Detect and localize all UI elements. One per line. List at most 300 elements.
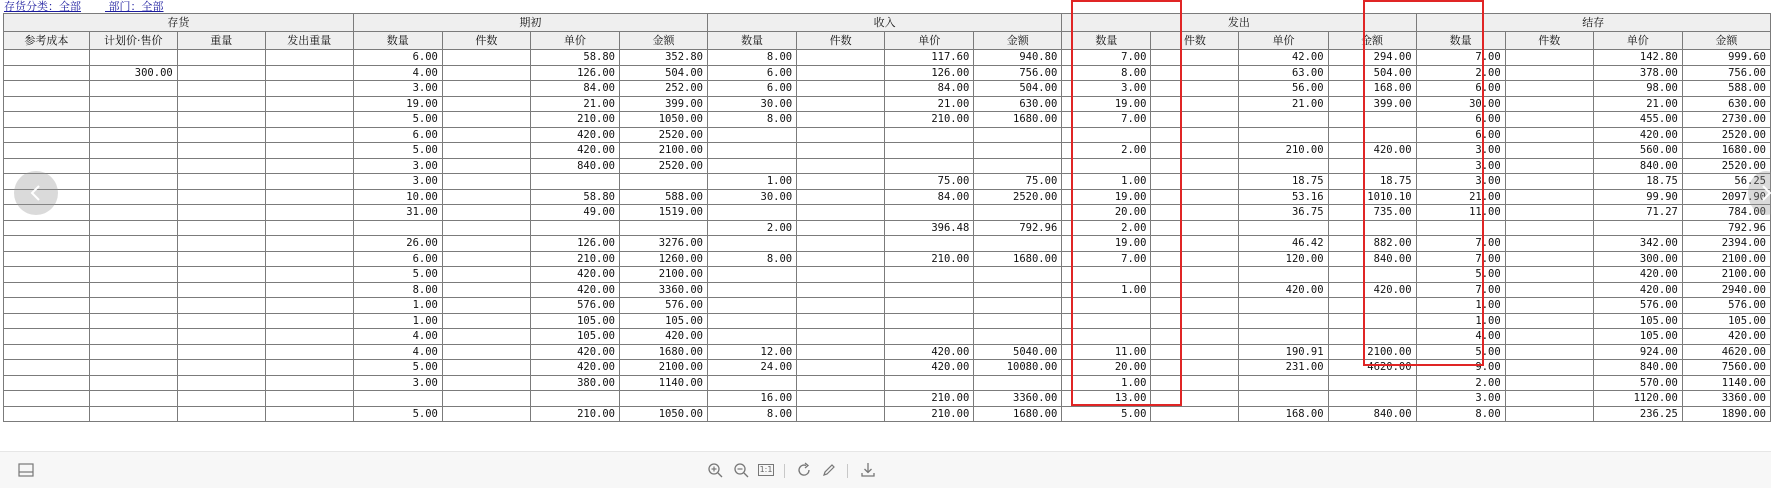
table-cell: 504.00 — [620, 65, 708, 81]
table-row[interactable] — [4, 329, 1771, 345]
table-cell: 2520.00 — [974, 189, 1062, 205]
table-cell — [442, 81, 530, 97]
table-cell — [1505, 220, 1593, 236]
table-cell: 576.00 — [1682, 298, 1770, 314]
table-cell: 8.00 — [1062, 65, 1151, 81]
table-cell: 12.00 — [708, 344, 797, 360]
table-cell — [708, 267, 797, 283]
table-cell: 105.00 — [1682, 313, 1770, 329]
table-cell — [177, 236, 265, 252]
column-header[interactable]: 件数 — [1505, 32, 1593, 50]
table-cell: 11.00 — [1062, 344, 1151, 360]
table-cell: 6.00 — [708, 65, 797, 81]
table-cell — [1505, 81, 1593, 97]
column-header[interactable]: 金额 — [974, 32, 1062, 50]
table-cell — [797, 360, 885, 376]
table-row[interactable] — [4, 313, 1771, 329]
table-cell: 24.00 — [708, 360, 797, 376]
table-cell — [1151, 298, 1239, 314]
table-cell — [1328, 267, 1416, 283]
table-cell — [4, 391, 90, 407]
table-cell — [1239, 112, 1328, 128]
table-cell: 6.00 — [1416, 112, 1505, 128]
table-cell — [177, 50, 265, 66]
table-cell: 3360.00 — [1682, 391, 1770, 407]
table-cell — [530, 391, 619, 407]
table-cell — [442, 313, 530, 329]
column-header[interactable]: 计划价·售价 — [89, 32, 177, 50]
table-row[interactable] — [4, 375, 1771, 391]
table-row[interactable] — [4, 298, 1771, 314]
table-cell — [89, 313, 177, 329]
table-cell: 420.00 — [1682, 329, 1770, 345]
table-cell — [1151, 360, 1239, 376]
column-header[interactable]: 重量 — [177, 32, 265, 50]
table-cell — [885, 158, 974, 174]
table-cell — [1505, 96, 1593, 112]
column-header[interactable]: 件数 — [1151, 32, 1239, 50]
table-cell — [708, 236, 797, 252]
table-cell: 840.00 — [1593, 360, 1682, 376]
table-cell: 300.00 — [89, 65, 177, 81]
table-row[interactable] — [4, 65, 1771, 81]
table-cell: 30.00 — [708, 189, 797, 205]
table-cell — [177, 375, 265, 391]
column-header[interactable]: 件数 — [442, 32, 530, 50]
table-cell: 420.00 — [1328, 143, 1416, 159]
table-cell: 1010.10 — [1328, 189, 1416, 205]
table-cell — [265, 220, 353, 236]
table-cell — [797, 174, 885, 190]
table-cell: 71.27 — [1593, 205, 1682, 221]
table-row[interactable] — [4, 220, 1771, 236]
table-cell — [1505, 329, 1593, 345]
table-cell — [797, 375, 885, 391]
table-cell: 56.25 — [1682, 174, 1770, 190]
table-cell — [1505, 360, 1593, 376]
table-cell — [265, 189, 353, 205]
table-cell — [1062, 313, 1151, 329]
table-cell — [265, 391, 353, 407]
table-cell — [265, 112, 353, 128]
table-cell — [265, 96, 353, 112]
chevron-left-icon — [27, 184, 45, 202]
table-cell — [1151, 406, 1239, 422]
table-cell — [442, 158, 530, 174]
column-header[interactable]: 数量 — [353, 32, 442, 50]
table-cell: 1.00 — [1416, 298, 1505, 314]
column-header[interactable]: 发出重量 — [265, 32, 353, 50]
table-cell: 5.00 — [353, 112, 442, 128]
table-cell: 120.00 — [1239, 251, 1328, 267]
table-cell: 630.00 — [974, 96, 1062, 112]
table-cell: 999.60 — [1682, 50, 1770, 66]
table-cell — [1505, 65, 1593, 81]
column-header[interactable]: 单价 — [530, 32, 619, 50]
table-row[interactable] — [4, 267, 1771, 283]
table-cell: 231.00 — [1239, 360, 1328, 376]
table-cell: 210.00 — [530, 112, 619, 128]
table-cell — [1151, 81, 1239, 97]
table-cell: 560.00 — [1593, 143, 1682, 159]
table-cell — [89, 375, 177, 391]
rotate-icon[interactable] — [794, 460, 814, 480]
table-cell: 4.00 — [353, 344, 442, 360]
table-cell — [89, 267, 177, 283]
department-filter[interactable]: 部门：全部 — [108, 0, 164, 13]
table-cell: 10080.00 — [974, 360, 1062, 376]
table-cell — [1239, 127, 1328, 143]
zoom-out-icon[interactable] — [731, 460, 751, 480]
table-cell — [442, 236, 530, 252]
table-cell: 792.96 — [974, 220, 1062, 236]
zoom-in-icon[interactable] — [705, 460, 725, 480]
column-header[interactable]: 单价 — [1239, 32, 1328, 50]
column-header[interactable]: 数量 — [1416, 32, 1505, 50]
table-cell: 756.00 — [974, 65, 1062, 81]
table-row[interactable] — [4, 406, 1771, 422]
table-cell — [1328, 329, 1416, 345]
table-cell — [797, 50, 885, 66]
table-cell: 1.00 — [1062, 174, 1151, 190]
table-cell — [89, 251, 177, 267]
table-cell — [1505, 282, 1593, 298]
table-cell — [885, 143, 974, 159]
table-cell: 168.00 — [1328, 81, 1416, 97]
table-cell: 3.00 — [1062, 81, 1151, 97]
table-cell — [442, 205, 530, 221]
table-cell — [974, 143, 1062, 159]
table-row[interactable] — [4, 158, 1771, 174]
table-cell: 210.00 — [885, 391, 974, 407]
table-cell: 58.80 — [530, 50, 619, 66]
table-cell: 5040.00 — [974, 344, 1062, 360]
table-cell — [89, 189, 177, 205]
table-cell — [442, 143, 530, 159]
table-cell — [1416, 220, 1505, 236]
table-cell — [4, 112, 90, 128]
table-cell — [797, 65, 885, 81]
table-cell — [1062, 158, 1151, 174]
table-cell — [797, 205, 885, 221]
table-cell — [177, 127, 265, 143]
table-cell — [1505, 112, 1593, 128]
table-cell — [4, 267, 90, 283]
table-cell — [1151, 282, 1239, 298]
column-header[interactable]: 单价 — [885, 32, 974, 50]
table-cell: 49.00 — [530, 205, 619, 221]
column-header[interactable]: 金额 — [1682, 32, 1770, 50]
table-cell — [442, 189, 530, 205]
table-cell — [797, 282, 885, 298]
table-cell: 6.00 — [1416, 127, 1505, 143]
table-cell — [265, 158, 353, 174]
table-cell — [442, 174, 530, 190]
table-cell: 2394.00 — [1682, 236, 1770, 252]
table-cell — [177, 96, 265, 112]
column-header[interactable]: 单价 — [1593, 32, 1682, 50]
table-cell — [265, 127, 353, 143]
table-cell — [1239, 391, 1328, 407]
table-cell — [265, 298, 353, 314]
table-cell — [974, 127, 1062, 143]
table-cell — [265, 282, 353, 298]
table-cell — [1328, 375, 1416, 391]
table-cell — [4, 236, 90, 252]
table-cell: 105.00 — [530, 329, 619, 345]
column-header[interactable]: 数量 — [1062, 32, 1151, 50]
table-cell: 2100.00 — [620, 143, 708, 159]
table-cell — [1239, 298, 1328, 314]
table-cell — [1505, 143, 1593, 159]
table-row[interactable] — [4, 282, 1771, 298]
table-cell — [1505, 50, 1593, 66]
table-cell — [442, 375, 530, 391]
download-icon[interactable] — [858, 460, 878, 480]
table-cell — [4, 406, 90, 422]
table-cell — [89, 329, 177, 345]
table-cell — [4, 360, 90, 376]
table-cell: 7.00 — [1062, 251, 1151, 267]
table-cell — [797, 81, 885, 97]
table-cell — [885, 236, 974, 252]
table-row[interactable] — [4, 112, 1771, 128]
table-row[interactable] — [4, 174, 1771, 190]
table-cell — [1151, 65, 1239, 81]
table-cell — [797, 112, 885, 128]
table-cell — [265, 344, 353, 360]
table-cell: 1.00 — [1062, 375, 1151, 391]
table-cell: 1140.00 — [1682, 375, 1770, 391]
table-cell — [1062, 267, 1151, 283]
table-cell — [265, 406, 353, 422]
table-cell: 784.00 — [1682, 205, 1770, 221]
table-cell — [89, 282, 177, 298]
table-row[interactable] — [4, 391, 1771, 407]
table-cell: 58.80 — [530, 189, 619, 205]
table-cell — [4, 375, 90, 391]
table-cell — [620, 174, 708, 190]
inventory-ledger-grid — [3, 13, 1771, 449]
table-cell — [89, 205, 177, 221]
table-cell — [4, 298, 90, 314]
table-cell — [1239, 329, 1328, 345]
group-header-issues: 发出 — [1062, 14, 1416, 32]
column-header[interactable]: 金额 — [1328, 32, 1416, 50]
table-cell: 924.00 — [1593, 344, 1682, 360]
table-cell — [89, 344, 177, 360]
table-cell — [177, 65, 265, 81]
table-cell: 1.00 — [1062, 282, 1151, 298]
table-cell — [265, 174, 353, 190]
table-row[interactable] — [4, 205, 1771, 221]
previous-page-arrow[interactable] — [14, 171, 58, 215]
table-cell: 190.91 — [1239, 344, 1328, 360]
table-cell: 98.00 — [1593, 81, 1682, 97]
table-cell — [797, 329, 885, 345]
table-cell — [974, 236, 1062, 252]
table-cell — [708, 205, 797, 221]
table-cell: 735.00 — [1328, 205, 1416, 221]
table-cell: 1050.00 — [620, 112, 708, 128]
table-cell: 19.00 — [1062, 96, 1151, 112]
table-cell — [89, 96, 177, 112]
table-row[interactable] — [4, 50, 1771, 66]
table-row[interactable] — [4, 236, 1771, 252]
table-cell — [1328, 313, 1416, 329]
table-cell — [708, 282, 797, 298]
table-row[interactable] — [4, 127, 1771, 143]
table-cell: 2.00 — [1062, 220, 1151, 236]
table-cell: 2100.00 — [620, 360, 708, 376]
table-cell: 420.00 — [1328, 282, 1416, 298]
table-cell: 9.00 — [1416, 360, 1505, 376]
table-cell — [177, 282, 265, 298]
table-cell — [708, 143, 797, 159]
table-cell — [177, 143, 265, 159]
table-cell: 4620.00 — [1682, 344, 1770, 360]
table-row[interactable] — [4, 143, 1771, 159]
table-row[interactable] — [4, 360, 1771, 376]
table-cell: 84.00 — [530, 81, 619, 97]
table-cell — [1062, 298, 1151, 314]
table-cell: 3276.00 — [620, 236, 708, 252]
table-cell — [1239, 375, 1328, 391]
table-cell: 117.60 — [885, 50, 974, 66]
table-cell: 18.75 — [1239, 174, 1328, 190]
table-cell: 5.00 — [1416, 344, 1505, 360]
table-cell — [89, 174, 177, 190]
group-header-row — [4, 14, 1771, 32]
table-cell — [797, 251, 885, 267]
table-cell — [265, 143, 353, 159]
column-header[interactable]: 数量 — [708, 32, 797, 50]
table-cell — [442, 251, 530, 267]
table-cell — [797, 189, 885, 205]
table-cell: 20.00 — [1062, 205, 1151, 221]
table-row[interactable] — [4, 189, 1771, 205]
table-cell: 7560.00 — [1682, 360, 1770, 376]
table-cell: 105.00 — [620, 313, 708, 329]
table-cell — [4, 50, 90, 66]
table-cell — [265, 205, 353, 221]
table-cell — [885, 127, 974, 143]
table-cell — [1505, 251, 1593, 267]
table-cell — [797, 313, 885, 329]
table-cell — [4, 81, 90, 97]
table-cell: 5.00 — [353, 406, 442, 422]
table-cell — [442, 406, 530, 422]
table-cell — [89, 391, 177, 407]
table-cell: 105.00 — [1593, 329, 1682, 345]
table-cell — [974, 375, 1062, 391]
chevron-right-icon — [1757, 184, 1771, 202]
inventory-class-filter[interactable]: 存货分类：全部 — [4, 0, 81, 13]
table-cell: 6.00 — [708, 81, 797, 97]
table-cell: 56.00 — [1239, 81, 1328, 97]
table-cell: 1680.00 — [1682, 143, 1770, 159]
table-row[interactable] — [4, 96, 1771, 112]
table-cell: 2100.00 — [1682, 251, 1770, 267]
table-cell — [265, 313, 353, 329]
table-cell — [177, 329, 265, 345]
table-cell — [89, 236, 177, 252]
table-cell — [885, 313, 974, 329]
table-cell: 7.00 — [1416, 251, 1505, 267]
layout-icon[interactable] — [16, 460, 36, 480]
table-cell — [4, 65, 90, 81]
table-cell: 30.00 — [708, 96, 797, 112]
actual-size-button[interactable] — [756, 460, 776, 480]
table-cell: 396.48 — [885, 220, 974, 236]
table-cell — [1151, 236, 1239, 252]
table-cell — [4, 143, 90, 159]
column-header[interactable]: 金额 — [620, 32, 708, 50]
table-cell — [797, 406, 885, 422]
table-cell: 126.00 — [530, 236, 619, 252]
table-cell: 16.00 — [708, 391, 797, 407]
group-header-inventory: 存货 — [4, 14, 354, 32]
table-row[interactable] — [4, 81, 1771, 97]
table-cell: 3.00 — [1416, 143, 1505, 159]
table-cell — [885, 375, 974, 391]
table-cell — [1505, 298, 1593, 314]
table-cell: 4.00 — [353, 329, 442, 345]
table-row[interactable] — [4, 251, 1771, 267]
table-cell: 210.00 — [530, 406, 619, 422]
table-cell — [265, 50, 353, 66]
table-cell: 20.00 — [1062, 360, 1151, 376]
table-cell — [442, 220, 530, 236]
table-cell: 21.00 — [885, 96, 974, 112]
table-cell — [974, 158, 1062, 174]
table-cell: 2100.00 — [1328, 344, 1416, 360]
table-cell: 7.00 — [1062, 112, 1151, 128]
table-cell: 882.00 — [1328, 236, 1416, 252]
table-cell: 2097.90 — [1682, 189, 1770, 205]
table-cell — [1151, 220, 1239, 236]
pencil-icon[interactable] — [819, 460, 839, 480]
table-row[interactable] — [4, 344, 1771, 360]
table-cell — [1151, 329, 1239, 345]
table-cell: 6.00 — [1416, 81, 1505, 97]
table-cell — [4, 313, 90, 329]
table-cell — [1239, 267, 1328, 283]
table-cell: 210.00 — [885, 112, 974, 128]
table-cell: 840.00 — [530, 158, 619, 174]
table-cell: 210.00 — [1239, 143, 1328, 159]
group-header-balance: 结存 — [1416, 14, 1770, 32]
table-cell: 2520.00 — [1682, 158, 1770, 174]
table-cell — [442, 127, 530, 143]
table-cell: 10.00 — [353, 189, 442, 205]
table-cell — [177, 220, 265, 236]
table-cell — [797, 158, 885, 174]
column-header[interactable]: 参考成本 — [4, 32, 90, 50]
table-cell: 576.00 — [530, 298, 619, 314]
table-cell: 3.00 — [353, 81, 442, 97]
table-cell — [1328, 220, 1416, 236]
table-cell — [89, 50, 177, 66]
table-cell: 630.00 — [1682, 96, 1770, 112]
table-cell: 420.00 — [885, 344, 974, 360]
column-header[interactable]: 件数 — [797, 32, 885, 50]
table-cell — [4, 96, 90, 112]
table-cell — [1151, 391, 1239, 407]
table-cell: 4.00 — [353, 65, 442, 81]
table-cell — [1505, 205, 1593, 221]
table-cell: 31.00 — [353, 205, 442, 221]
